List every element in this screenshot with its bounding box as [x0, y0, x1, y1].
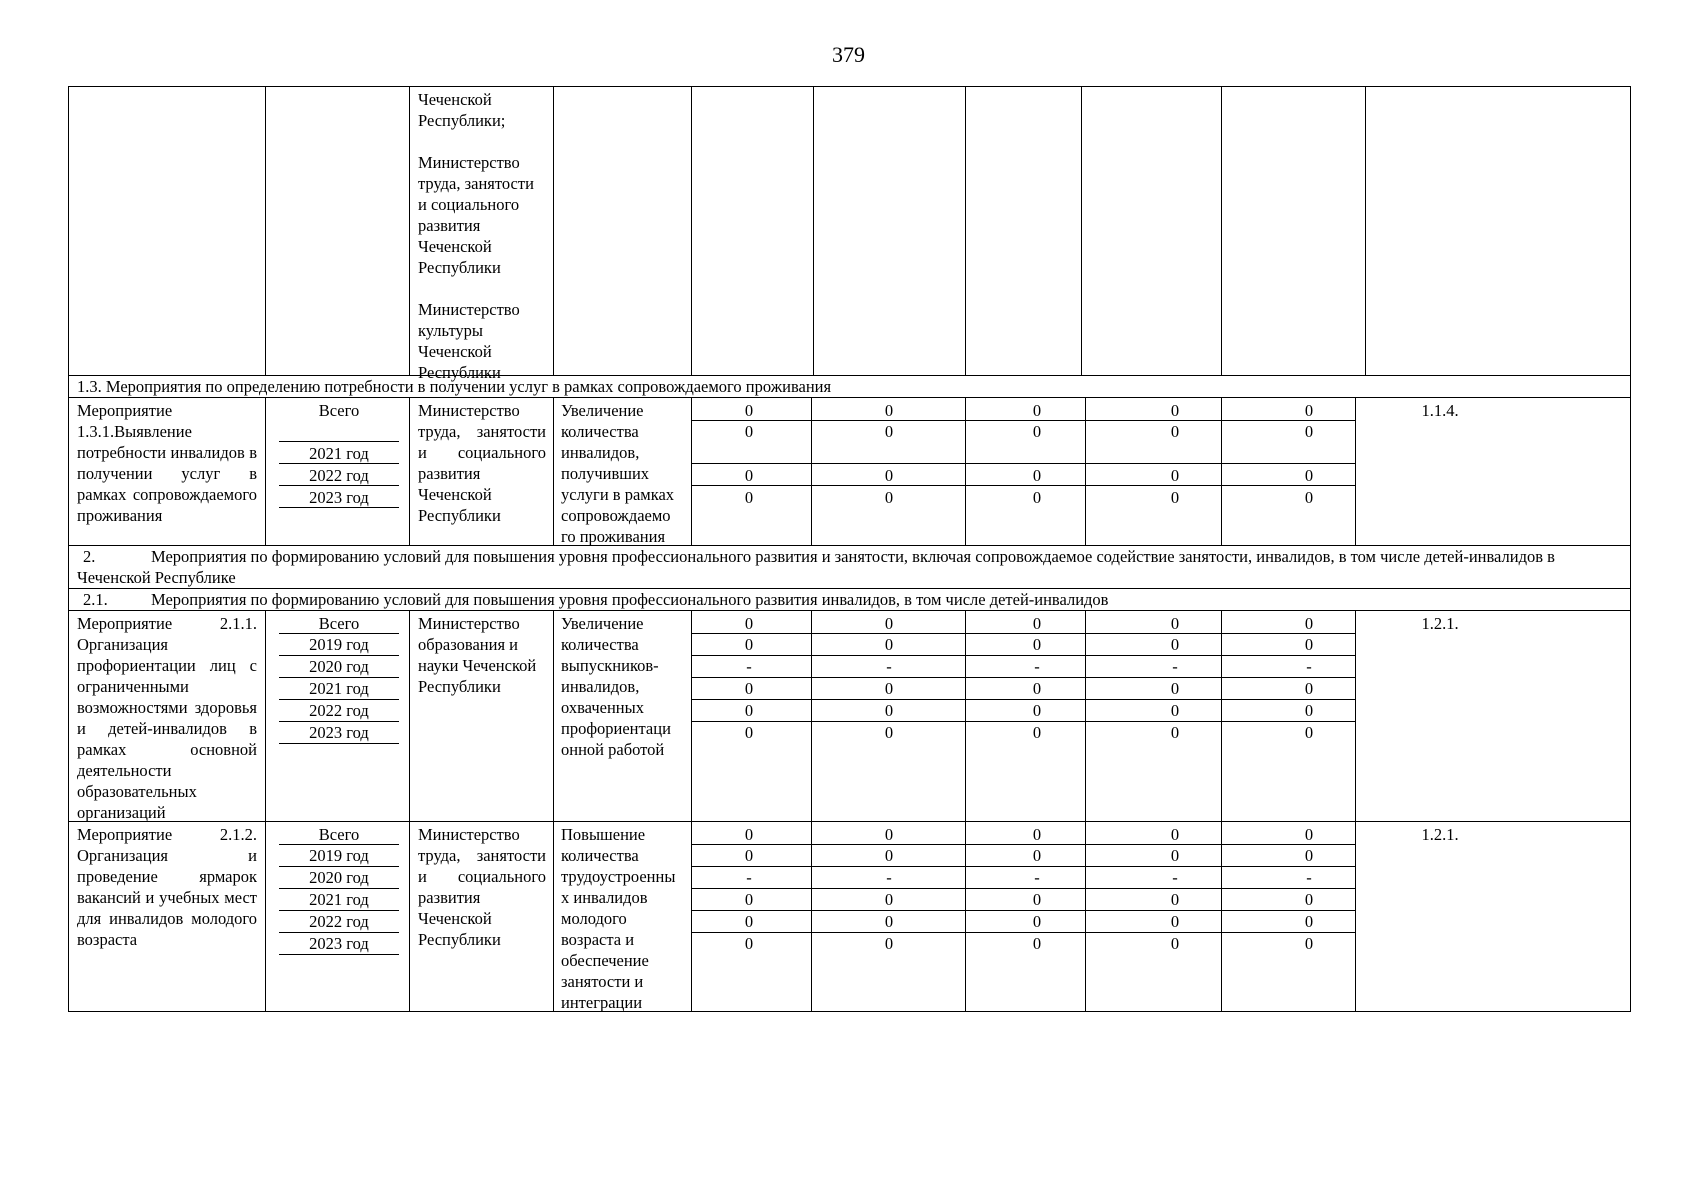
value-cell: 0 [884, 701, 894, 720]
value-cell: 0 [1170, 635, 1180, 654]
section-2-title: Мероприятия по формированию условий для повышения уровня профессионального развития и занятости, включая сопровождаемое содействие занятости, инвалидов, в том числе детей-инвалидов в Чеченской Республике [77, 547, 1555, 587]
event-2-1-1-indicator: Увеличение количества выпускников-инвалидов, охваченных профориентаци онной работой [561, 614, 671, 759]
value-cell: 0 [744, 635, 754, 654]
event-1-3-1-indicator: Увеличение количества инвалидов, получивших услуги в рамках сопровождаемо го проживания [561, 401, 675, 546]
value-cell: 0 [1170, 825, 1180, 844]
value-cell: 0 [744, 912, 754, 931]
year-label: 2020 год [309, 657, 369, 676]
section-2-heading [68, 546, 1631, 589]
section-2-1-heading [68, 589, 1631, 611]
value-cell: 0 [1170, 488, 1180, 507]
value-cell: 0 [884, 422, 894, 441]
year-label: 2019 год [309, 635, 369, 654]
value-cell: 0 [1170, 912, 1180, 931]
year-label: 2021 год [309, 679, 369, 698]
value-cell: 0 [884, 401, 894, 420]
value-cell: 0 [884, 679, 894, 698]
year-label: 2019 год [309, 846, 369, 865]
year-label: 2020 год [309, 868, 369, 887]
value-cell: 0 [1170, 723, 1180, 742]
value-cell: 0 [1032, 422, 1042, 441]
value-cell: 0 [884, 825, 894, 844]
value-cell: 0 [1304, 701, 1314, 720]
value-cell: 0 [1304, 401, 1314, 420]
year-label: 2021 год [309, 444, 369, 463]
year-label: Всего [318, 825, 360, 844]
program-table [68, 86, 1631, 1012]
value-cell: 0 [1304, 635, 1314, 654]
value-cell: 0 [1170, 466, 1180, 485]
value-cell: 0 [1032, 934, 1042, 953]
event-2-1-1-name: Мероприятие 2.1.1. Организация профориентации лиц с ограниченными возможностями здоровья и детей-инвалидов в рамках основной деятельности образовательных организаций [77, 614, 257, 822]
event-1-3-1-row [68, 398, 1631, 546]
event-2-1-2-link: 1.2.1. [1421, 825, 1459, 844]
value-cell: - [1306, 657, 1312, 676]
value-cell: 0 [1032, 466, 1042, 485]
value-cell: 0 [1304, 679, 1314, 698]
value-cell: - [1306, 868, 1312, 887]
value-cell: 0 [1304, 934, 1314, 953]
event-1-3-1-executor: Министерство труда, занятости и социального развития Чеченской Республики [418, 401, 546, 525]
section-1-3-title: 1.3. Мероприятия по определению потребности в получении услуг в рамках сопровождаемого проживания [77, 377, 832, 396]
value-cell: 0 [1304, 890, 1314, 909]
year-label: 2022 год [309, 912, 369, 931]
value-cell: 0 [1032, 635, 1042, 654]
year-label: 2023 год [309, 723, 369, 742]
value-cell: - [746, 657, 752, 676]
continuation-row [68, 86, 1631, 382]
value-cell: 0 [1032, 488, 1042, 507]
value-cell: 0 [1304, 422, 1314, 441]
year-label: 2022 год [309, 466, 369, 485]
event-2-1-1-executor: Министерство образования и науки Чеченской Республики [418, 614, 537, 696]
value-cell: 0 [1304, 825, 1314, 844]
value-cell: 0 [884, 635, 894, 654]
event-2-1-2-years [279, 822, 399, 1011]
event-2-1-2-executor: Министерство труда, занятости и социального развития Чеченской Республики [418, 825, 546, 949]
value-cell: 0 [1304, 466, 1314, 485]
event-2-1-1-link: 1.2.1. [1421, 614, 1459, 633]
value-cell: - [1172, 868, 1178, 887]
event-1-3-1-years [279, 398, 399, 545]
value-cell: 0 [884, 846, 894, 865]
value-cell: 0 [744, 825, 754, 844]
value-cell: 0 [1032, 825, 1042, 844]
value-cell: - [1034, 657, 1040, 676]
page-number: 379 [832, 42, 865, 67]
section-1-3-heading [68, 376, 1631, 398]
value-cell: 0 [744, 614, 754, 633]
value-cell: 0 [884, 912, 894, 931]
value-cell: 0 [744, 679, 754, 698]
executor-continuation: Чеченской Республики; Министерство труда, занятости и социального развития Чеченской Республики Министерство культуры Чеченской Республики [418, 90, 534, 382]
value-cell: 0 [744, 422, 754, 441]
value-cell: 0 [1304, 488, 1314, 507]
value-cell: 0 [1170, 701, 1180, 720]
value-cell: 0 [744, 401, 754, 420]
value-cell: 0 [1032, 701, 1042, 720]
value-cell: 0 [1032, 401, 1042, 420]
value-cell: 0 [1170, 679, 1180, 698]
value-cell: 0 [884, 614, 894, 633]
value-cell: 0 [884, 890, 894, 909]
value-cell: 0 [744, 723, 754, 742]
value-cell: 0 [884, 723, 894, 742]
event-1-3-1-link: 1.1.4. [1421, 401, 1459, 420]
value-cell: - [1034, 868, 1040, 887]
event-2-1-1-row [68, 611, 1631, 822]
value-cell: 0 [884, 488, 894, 507]
year-label: 2023 год [309, 488, 369, 507]
value-cell: 0 [1304, 912, 1314, 931]
value-cell: 0 [1304, 846, 1314, 865]
value-cell: 0 [1032, 723, 1042, 742]
event-2-1-2-row [68, 822, 1631, 1012]
event-2-1-2-name: Мероприятие 2.1.2. Организация и проведение ярмарок вакансий и учебных мест для инвалидов молодого возраста [77, 825, 257, 949]
value-cell: 0 [744, 934, 754, 953]
value-cell: 0 [1304, 723, 1314, 742]
value-cell: 0 [744, 701, 754, 720]
value-cell: 0 [744, 488, 754, 507]
value-cell: - [1172, 657, 1178, 676]
section-2-number: 2. [83, 547, 96, 566]
event-2-1-1-years [279, 611, 399, 821]
value-cell: 0 [1170, 846, 1180, 865]
value-cell: 0 [1170, 401, 1180, 420]
value-cell: 0 [884, 934, 894, 953]
year-label: 2022 год [309, 701, 369, 720]
value-cell: 0 [1032, 912, 1042, 931]
value-cell: 0 [1304, 614, 1314, 633]
year-label: 2021 год [309, 890, 369, 909]
value-cell: 0 [1170, 890, 1180, 909]
value-cell: 0 [1032, 890, 1042, 909]
section-2-1-number: 2.1. [83, 590, 108, 609]
value-cell: 0 [744, 890, 754, 909]
value-cell: - [886, 657, 892, 676]
year-label: Всего [318, 614, 360, 633]
year-label: Всего [318, 401, 360, 420]
year-label: 2023 год [309, 934, 369, 953]
value-cell: - [746, 868, 752, 887]
value-cell: 0 [1032, 614, 1042, 633]
value-cell: 0 [1032, 679, 1042, 698]
value-cell: 0 [1170, 422, 1180, 441]
value-cell: 0 [1170, 934, 1180, 953]
section-2-1-title: Мероприятия по формированию условий для повышения уровня профессионального развития инвалидов, в том числе детей-инвалидов [151, 590, 1109, 609]
event-1-3-1-name: Мероприятие 1.3.1.Выявление потребности инвалидов в получении услуг в рамках сопровождаемого проживания [77, 401, 257, 525]
value-cell: 0 [1170, 614, 1180, 633]
value-cell: 0 [1032, 846, 1042, 865]
value-cell: 0 [744, 846, 754, 865]
value-cell: 0 [744, 466, 754, 485]
event-2-1-2-indicator: Повышение количества трудоустроенны х инвалидов молодого возраста и обеспечение занятости и интеграции [561, 825, 676, 1012]
value-cell: 0 [884, 466, 894, 485]
value-cell: - [886, 868, 892, 887]
